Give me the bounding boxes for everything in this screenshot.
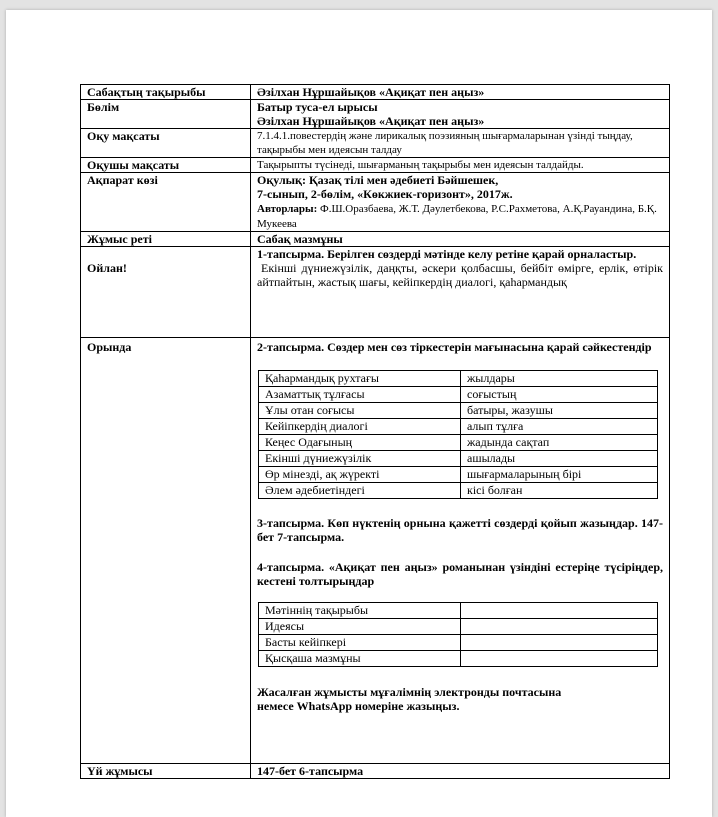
source-line-1: Оқулық: Қазақ тілі мен әдебиеті Бәйшешек, <box>257 173 499 187</box>
fill-row-left-cell: Мәтіннің тақырыбы <box>259 603 461 619</box>
matching-row <box>259 467 658 483</box>
matching-row-right-cell: шығармаларының бірі <box>461 467 658 483</box>
matching-table <box>258 370 658 499</box>
task-2-title: 2-тапсырма. Сөздер мен сөз тіркестерін мағынасына қарай сәйкестендір <box>257 340 652 354</box>
fill-row-right-cell[interactable] <box>461 603 658 619</box>
task-1-words: Екінші дүниежүзілік, даңқты, әскери қолбасшы, бейбіт өмірге, ерлік, өтірік айтпайтын, жастық шағы, кейіпкердің диалогі, қаһармандық <box>257 261 663 289</box>
fill-row-left-cell: Қысқаша мазмұны <box>259 651 461 667</box>
student-goal-value: Тақырыпты түсінеді, шығарманың тақырыбы мен идеясын талдайды. <box>251 158 670 173</box>
matching-row-left-cell: Әлем әдебиетіндегі <box>259 483 461 499</box>
fill-row <box>259 603 658 619</box>
matching-row-right-cell: соғыстың <box>461 387 658 403</box>
fill-table <box>258 602 658 667</box>
perform-content <box>251 338 670 764</box>
matching-row <box>259 403 658 419</box>
matching-row <box>259 387 658 403</box>
row-think <box>81 247 670 338</box>
row-topic <box>81 85 670 100</box>
row-work-order <box>81 232 670 247</box>
perform-label: Орында <box>81 338 251 764</box>
matching-row-left-cell: Азаматтық тұлғасы <box>259 387 461 403</box>
row-perform <box>81 338 670 764</box>
task-1-title: 1-тапсырма. Берілген сөздерді мәтінде келу ретіне қарай орналастыр. <box>257 247 637 261</box>
source-line-2: 7-сынып, 2-бөлім, «Көкжиек-горизонт», 2017ж. <box>257 187 513 201</box>
matching-row-left-cell: Екінші дүниежүзілік <box>259 451 461 467</box>
matching-row-right-cell: батыры, жазушы <box>461 403 658 419</box>
authors-label: Авторлары: <box>257 203 318 215</box>
think-content <box>251 247 670 338</box>
topic-label: Сабақтың тақырыбы <box>81 85 251 100</box>
row-section <box>81 100 670 129</box>
send-instruction-line-2: немесе WhatsApp номеріне жазыңыз. <box>257 699 460 713</box>
matching-row-right-cell: жадында сақтап <box>461 435 658 451</box>
homework-value: 147-бет 6-тапсырма <box>251 764 670 779</box>
matching-row <box>259 419 658 435</box>
matching-row-left-cell: Кейіпкердің диалогі <box>259 419 461 435</box>
think-label: Ойлан! <box>81 247 251 338</box>
source-label: Ақпарат көзі <box>81 173 251 232</box>
matching-row-right-cell: алып тұлға <box>461 419 658 435</box>
task-4-title: 4-тапсырма. «Ақиқат пен аңыз» романынан үзіндіні естеріңе түсіріңдер, кестені толтырыңдар <box>257 560 663 588</box>
fill-row <box>259 651 658 667</box>
matching-row <box>259 371 658 387</box>
document-page <box>6 10 712 817</box>
fill-row-left-cell: Басты кейіпкері <box>259 635 461 651</box>
source-authors <box>257 203 657 230</box>
lesson-plan-table <box>80 84 670 779</box>
student-goal-label: Оқушы мақсаты <box>81 158 251 173</box>
source-value <box>251 173 670 232</box>
matching-row-left-cell: Қаһармандық рухтағы <box>259 371 461 387</box>
matching-row <box>259 451 658 467</box>
section-line-1: Батыр туса-ел ырысы <box>257 100 378 114</box>
task-3-title: 3-тапсырма. Көп нүктенің орнына қажетті сөздерді қойып жазыңдар. 147-бет 7-тапсырма. <box>257 516 663 544</box>
work-order-value: Сабақ мазмұны <box>251 232 670 247</box>
topic-value: Әзілхан Нұршайықов «Ақиқат пен аңыз» <box>251 85 670 100</box>
row-source <box>81 173 670 232</box>
homework-label: Үй жұмысы <box>81 764 251 779</box>
send-instruction-line-1: Жасалған жұмысты мұғалімнің электронды почтасына <box>257 685 562 699</box>
learning-goal-label: Оқу мақсаты <box>81 129 251 158</box>
row-homework <box>81 764 670 779</box>
matching-row-left-cell: Өр мінезді, ақ жүректі <box>259 467 461 483</box>
fill-row-right-cell[interactable] <box>461 651 658 667</box>
work-order-label: Жұмыс реті <box>81 232 251 247</box>
row-student-goal <box>81 158 670 173</box>
learning-goal-value: 7.1.4.1.повестердің және лирикалық поэзияның шығармаларынан үзінді тыңдау, тақырыбы мен идеясын талдау <box>251 129 670 158</box>
fill-row-right-cell[interactable] <box>461 635 658 651</box>
matching-row-left-cell: Кеңес Одағының <box>259 435 461 451</box>
matching-row-right-cell: жылдары <box>461 371 658 387</box>
matching-row-right-cell: ашылады <box>461 451 658 467</box>
section-value <box>251 100 670 129</box>
section-line-2: Әзілхан Нұршайықов «Ақиқат пен аңыз» <box>257 114 485 128</box>
authors-names: Ф.Ш.Оразбаева, Ж.Т. Дәулетбекова, Р.С.Рахметова, А.Қ.Рауандина, Б.Қ. Мукеева <box>257 203 657 230</box>
fill-row-left-cell: Идеясы <box>259 619 461 635</box>
row-learning-goal <box>81 129 670 158</box>
section-label: Бөлім <box>81 100 251 129</box>
fill-row-right-cell[interactable] <box>461 619 658 635</box>
matching-row-left-cell: Ұлы отан соғысы <box>259 403 461 419</box>
fill-row <box>259 635 658 651</box>
matching-row <box>259 483 658 499</box>
matching-row-right-cell: кісі болған <box>461 483 658 499</box>
fill-row <box>259 619 658 635</box>
matching-row <box>259 435 658 451</box>
